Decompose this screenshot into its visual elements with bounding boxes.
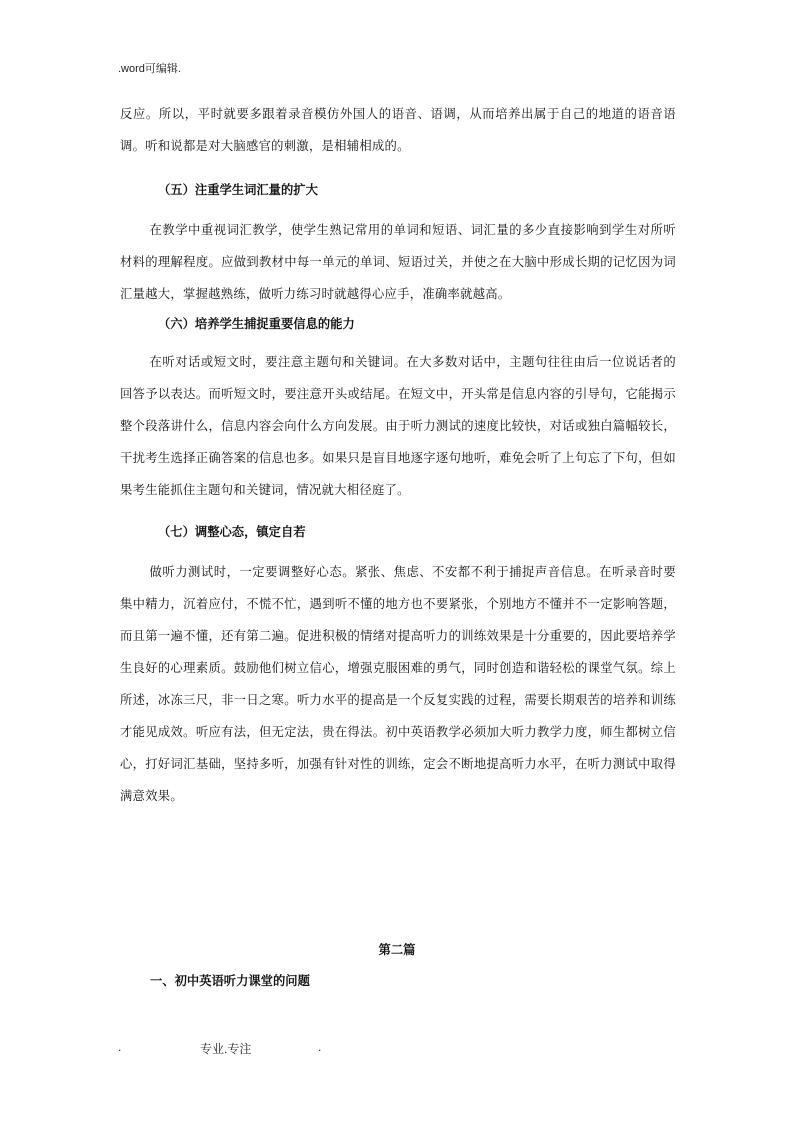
footer-left-mark: . (118, 1040, 122, 1054)
footer-center-text: 专业.专注 (200, 1042, 252, 1056)
paragraph-mindset: 做听力测试时，一定要调整好心态。紧张、焦虑、不安都不利于捕捉声音信息。在听录音时要集中精力，沉着应付，不慌不忙，遇到听不懂的地方也不要紧张，个别地方不懂并不一定影响答题，而且第一遍不懂，还有第二遍。促进积极的情绪对提高听力的训练效果是十分重要的，因此要培养学生良好的心理素质。鼓励他们树立信心，增强克服困难的勇气，同时创造和谐轻松的课堂气氛。综上所述，冰冻三尺，非一日之寒。听力水平的提高是一个反复实践的过程，需要长期艰苦的培养和训练才能见成效。听应有法，但无定法，贵在得法。初中英语教学必须加大听力教学力度，师生都树立信心，打好词汇基础，坚持多听，加强有针对性的训练，定会不断地提高听力水平，在听力测试中取得满意效果。 (120, 565, 676, 803)
paragraph-pronunciation: 反应。所以，平时就要多跟着录音模仿外国人的语音、语调，从而培养出属于自己的地道的语音语调。听和说都是对大脑感官的刺激，是相辅相成的。 (120, 107, 676, 153)
heading-mindset: （七）调整心态，镇定自若 (158, 524, 306, 539)
paragraph-vocabulary: 在教学中重视词汇教学，使学生熟记常用的单词和短语、词汇量的多少直接影响到学生对所听材料的理解程度。应做到教材中每一单元的单词、短语过关，并使之在大脑中形成长期的记忆因为词汇量越大，掌握越熟练，做听力练习时就越得心应手，准确率就越高。 (120, 223, 676, 301)
page-header: .word可编辑. (118, 63, 181, 75)
page-footer (0, 1040, 794, 1060)
footer-right-mark: . (318, 1040, 322, 1054)
heading-key-information: （六）培养学生捕捉重要信息的能力 (158, 316, 355, 331)
heading-vocabulary: （五）注重学生词汇量的扩大 (158, 182, 318, 197)
paragraph-key-information: 在听对话或短文时，要注意主题句和关键词。在大多数对话中，主题句往往由后一位说话者的回答予以表达。而听短文时，要注意开头或结尾。在短文中，开头常是信息内容的引导句，它能揭示整个段落讲什么，信息内容会向什么方向发展。由于听力测试的速度比较快，对话或独白篇幅较长，干扰考生选择正确答案的信息也多。如果只是盲目地逐字逐句地听，难免会听了上句忘了下句，但如果考生能抓住主题句和关键词，情况就大相径庭了。 (120, 355, 676, 497)
section-title: 第二篇 (378, 942, 416, 957)
section-subheading: 一、初中英语听力课堂的问题 (150, 973, 310, 988)
document-body (120, 98, 676, 812)
